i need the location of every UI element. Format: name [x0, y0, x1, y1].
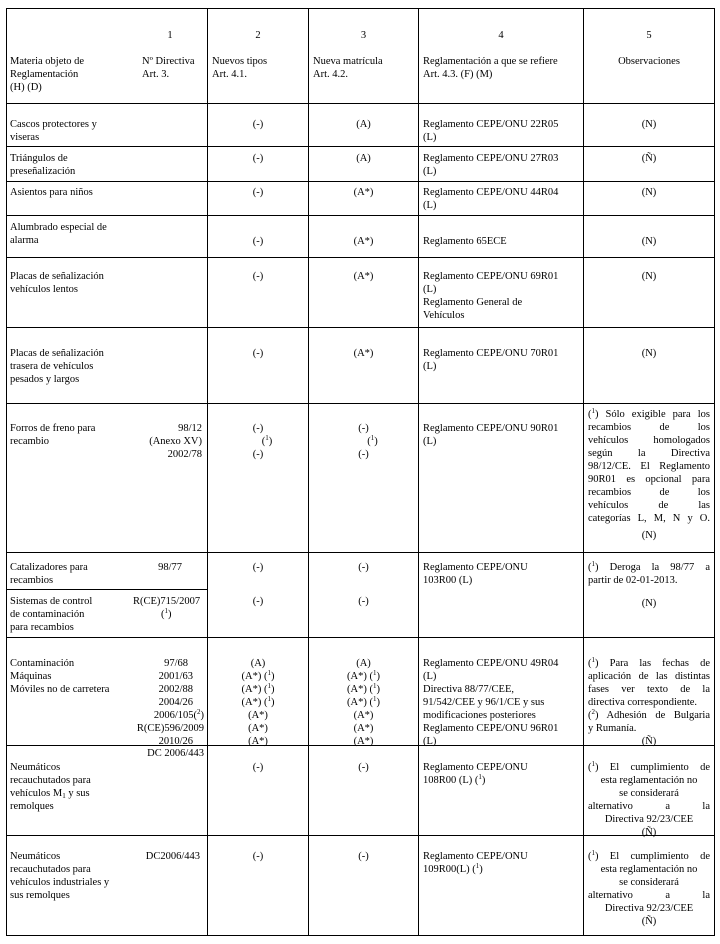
cell-nuevos-tipos: (-) [252, 271, 264, 282]
cell-nueva-matricula: (A) [356, 119, 371, 130]
cell-materia: Catalizadores para recambios [10, 562, 88, 586]
cell-nueva-matricula: (A*) [353, 348, 374, 359]
cell-reglamentacion: Reglamento CEPE/ONU 27R03 (L) [423, 153, 559, 177]
table-border-left [6, 8, 7, 936]
row-divider [6, 181, 715, 182]
cell-nueva-matricula: (A) [356, 153, 371, 164]
cell-materia: Alumbrado especial de alarma [10, 222, 107, 246]
cell-reglamentacion: Reglamento 65ECE [423, 236, 507, 247]
cell-reglamentacion: Reglamento CEPE/ONU 108R00 (L) ($^1$) [423, 762, 528, 786]
column-divider [418, 8, 419, 936]
cell-nuevos-tipos: (-) [252, 762, 264, 773]
cell-nuevos-tipos: (-) [252, 153, 264, 164]
cell-nuevos-tipos: (-) [252, 236, 264, 247]
cell-nueva-matricula: (A*) [353, 271, 374, 282]
cell-materia: Asientos para niños [10, 187, 93, 198]
cell-nuevos-tipos: (-) [252, 187, 264, 198]
cell-observaciones: ($^1$) Sólo exigible para los recambios de los vehículos homologados según la Directiva 98/12/CE. El Reglamento 90R01 es opcional para recambios de los vehículos de las categorías L, M, N y O. (N) [588, 407, 710, 541]
cell-reglamentacion: Reglamento CEPE/ONU 70R01 (L) [423, 348, 559, 372]
cell-nueva-matricula: (A*) [353, 236, 374, 247]
cell-materia: Sistemas de control de contaminación para recambios [10, 596, 93, 633]
cell-reglamentacion: Reglamento CEPE/ONU 49R04 (L) Directiva 88/77/CEE, 91/542/CEE y 96/1/CE y sus modificaciones posteriores Reglamento CEPE/ONU 96R01 (L) [423, 658, 559, 747]
cell-materia: Cascos protectores y viseras [10, 119, 97, 143]
cell-directiva: R(CE)715/2007 ($^1$) [133, 596, 201, 620]
row-divider [6, 403, 715, 404]
cell-materia: Contaminación Máquinas Móviles no de carretera [10, 658, 110, 695]
cell-nuevos-tipos: (-) [252, 596, 264, 607]
cell-nuevos-tipos: (-) ($^1$) (-) [252, 423, 273, 460]
cell-nueva-matricula: (-) ($^1$) (-) [358, 423, 378, 460]
cell-directiva: 98/77 [158, 562, 182, 573]
cell-materia: Triángulos de preseñalización [10, 153, 76, 177]
cell-reglamentacion: Reglamento CEPE/ONU 44R04 (L) [423, 187, 559, 211]
cell-directiva: 97/68 2001/63 2002/88 2004/26 2006/105($^2$) R(CE)596/2009 2010/26 [136, 658, 204, 747]
table-border-bottom [6, 935, 715, 936]
cell-directiva: 98/12 (Anexo XV) 2002/78 [149, 423, 202, 460]
row-divider [6, 589, 207, 590]
cell-observaciones: (N) [641, 236, 657, 247]
cell-nuevos-tipos: (A) (A*) ($^1$) (A*) ($^1$) (A*) ($^1$) (A*) (A*) (A*) [241, 658, 275, 747]
cell-reglamentacion: Reglamento CEPE/ONU 103R00 (L) [423, 562, 528, 586]
cell-directiva: DC2006/443 [145, 851, 200, 862]
cell-nueva-matricula: (-) [358, 762, 369, 773]
cell-observaciones: ($^1$) El cumplimiento de esta reglamentación no se considerará alternativo a la Directiva 92/23/CEE (Ñ) [588, 760, 710, 838]
cell-reglamentacion: Reglamento CEPE/ONU 69R01 (L) Reglamento General de Vehículos [423, 271, 559, 321]
cell-observaciones: (N) [641, 119, 657, 130]
materia-m1-line: vehículos $M_1$ y sus [10, 788, 90, 800]
cell-materia: Placas de señalización trasera de vehículos pesados y largos [10, 348, 104, 385]
column-number: 4 [498, 30, 504, 41]
cell-nuevos-tipos: (-) [252, 562, 264, 573]
cell-nueva-matricula: (-) [358, 851, 369, 862]
cell-materia: Neumáticos recauchutados para vehículos industriales y sus remolques [10, 851, 110, 901]
header-observaciones: Observaciones [618, 56, 680, 67]
column-divider [207, 8, 208, 936]
column-number: 2 [255, 30, 261, 41]
header-nueva-matricula: Nueva matrícula Art. 4.2. [313, 56, 383, 80]
cell-nueva-matricula: (-) [358, 596, 369, 607]
cell-nuevos-tipos: (-) [252, 851, 264, 862]
row-divider [6, 215, 715, 216]
row-divider [6, 103, 715, 104]
cell-observaciones: ($^1$) Para las fechas de aplicación de las distintas fases ver texto de la directiva correspondiente. ($^2$) Adhesión de Bulgaria y Rumanía. (Ñ) [588, 656, 710, 747]
cell-observaciones: (Ñ) [641, 153, 657, 164]
header-reglamentacion: Reglamentación a que se refiere Art. 4.3. (F) (M) [423, 56, 558, 80]
cell-observaciones: ($^1$) El cumplimiento de esta reglamentación no se considerará alternativo a la Directiva 92/23/CEE (Ñ) [588, 849, 710, 927]
cell-observaciones: (N) [641, 348, 657, 359]
column-number: 1 [167, 30, 173, 41]
column-divider [308, 8, 309, 936]
row-divider [6, 146, 715, 147]
cell-reglamentacion: Reglamento CEPE/ONU 22R05 (L) [423, 119, 559, 143]
table-border-right [714, 8, 715, 936]
cell-nueva-matricula: (-) [358, 562, 369, 573]
cell-materia: Placas de señalización vehículos lentos [10, 271, 104, 295]
cell-nuevos-tipos: (-) [252, 119, 264, 130]
row-divider [6, 552, 715, 553]
cell-observaciones: (N) [641, 271, 657, 282]
cell-nueva-matricula: (A*) [353, 187, 374, 198]
header-nuevos-tipos: Nuevos tipos Art. 4.1. [212, 56, 268, 80]
cell-directiva: DC 2006/443 [147, 748, 204, 759]
column-number: 3 [360, 30, 367, 41]
row-divider [6, 637, 715, 638]
row-divider [6, 257, 715, 258]
column-divider [583, 8, 584, 936]
cell-reglamentacion: Reglamento CEPE/ONU 90R01 (L) [423, 423, 559, 447]
header-materia: Materia objeto de Reglamentación (H) (D) [10, 56, 85, 93]
table-border-top [6, 8, 715, 9]
header-directiva: Nº Directiva Art. 3. [142, 56, 195, 80]
column-number: 5 [646, 30, 652, 41]
cell-nueva-matricula: (A) (A*) ($^1$) (A*) ($^1$) (A*) ($^1$) (A*) (A*) (A*) [347, 658, 380, 747]
cell-observaciones: ($^1$) Deroga la 98/77 a partir de 02-01-2013. (N) [588, 560, 710, 609]
cell-nuevos-tipos: (-) [252, 348, 264, 359]
cell-observaciones: (N) [641, 187, 657, 198]
cell-materia: Neumáticos recauchutados para vehículos $M_1$ y sus remolques [10, 762, 91, 812]
cell-reglamentacion: Reglamento CEPE/ONU 109R00(L) ($^1$) [423, 851, 528, 875]
row-divider [6, 327, 715, 328]
cell-materia: Forros de freno para recambio [10, 423, 96, 447]
